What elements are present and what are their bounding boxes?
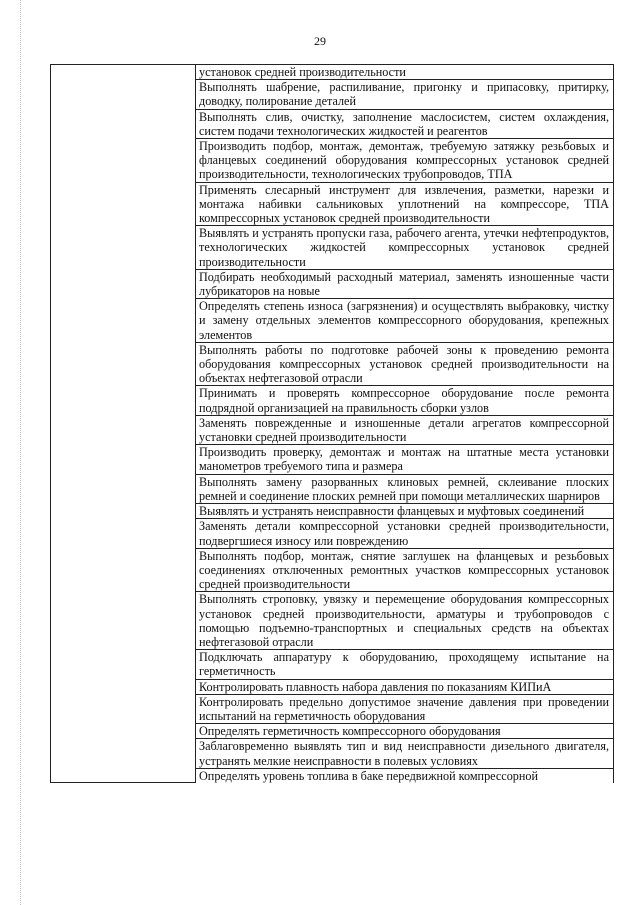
task-text: Определять уровень топлива в баке передвижной компрессорной — [199, 768, 539, 783]
task-text: Выполнять строповку, увязку и перемещение оборудования компрессорных установок средней производительности, арматуры и трубопроводов с помощью подъемно-транспортных и специальных средств на объектах нефтегазовой отрасли — [199, 592, 609, 649]
task-text: Подключать аппаратуру к оборудованию, проходящему испытание на герметичность — [199, 650, 609, 679]
task-cell — [196, 139, 614, 183]
task-text: Выполнять замену разорванных клиновых ремней, склеивание плоских ремней и соединение плоских ремней при помощи металлических шарниров — [199, 474, 609, 503]
task-cell — [196, 519, 614, 548]
task-cell — [196, 342, 614, 386]
requirements-table — [50, 64, 614, 783]
task-text: установок средней производительности — [199, 65, 406, 79]
task-text: Принимать и проверять компрессорное оборудование после ремонта подрядной организацией на правильность сборки узлов — [199, 386, 609, 415]
task-text: Выявлять и устранять пропуски газа, рабочего агента, утечки нефтепродуктов, технологических жидкостей компрессорных установок средней производительности — [199, 226, 609, 269]
task-cell — [196, 269, 614, 298]
task-cell — [196, 474, 614, 503]
task-text: Выполнять слив, очистку, заполнение маслосистем, систем охлаждения, систем подачи технологических жидкостей и реагентов — [199, 109, 609, 138]
task-cell — [196, 415, 614, 444]
task-cell — [196, 109, 614, 138]
task-text: Заменять поврежденные и изношенные детали агрегатов компрессорной установки средней производительности — [199, 415, 609, 445]
task-cell — [196, 386, 614, 415]
task-text: Подбирать необходимый расходный материал, заменять изношенные части лубрикаторов на новые — [199, 269, 609, 299]
task-cell — [196, 694, 614, 723]
task-cell — [196, 226, 614, 270]
task-text: Производить проверку, демонтаж и монтаж на штатные места установки манометров требуемого типа и размера — [199, 445, 609, 474]
task-cell — [196, 768, 614, 783]
task-cell — [196, 182, 614, 226]
task-text: Выявлять и устранять неисправности фланцевых и муфтовых соединений — [199, 504, 585, 519]
task-cell — [196, 592, 614, 650]
task-cell — [196, 80, 614, 109]
task-text: Применять слесарный инструмент для извлечения, разметки, нарезки и монтажа набивки сальниковых уплотнений на компрессоре, ТПА компрессорных установок средней производительности — [199, 182, 609, 226]
task-cell — [196, 299, 614, 343]
task-cell — [196, 724, 614, 739]
task-cell — [196, 548, 614, 592]
requirements-table-body — [51, 65, 614, 783]
task-cell — [196, 504, 614, 519]
task-text: Выполнять подбор, монтаж, снятие заглушек на фланцевых и резьбовых соединениях отключенных ремонтных участков компрессорных установок средней производительности — [199, 548, 609, 592]
task-cell — [196, 445, 614, 474]
task-text: Производить подбор, монтаж, демонтаж, требуемую затяжку резьбовых и фланцевых соединений оборудования компрессорных установок средней производительности, технологических трубопроводов, ТПА — [199, 139, 609, 182]
task-text: Заменять детали компрессорной установки средней производительности, подвергшиеся износу или повреждению — [199, 519, 609, 548]
task-text: Контролировать предельно допустимое значение давления при проведении испытаний на герметичность оборудования — [199, 694, 609, 723]
task-text: Определять герметичность компрессорного оборудования — [199, 724, 501, 739]
task-cell — [196, 739, 614, 768]
page-number: 29 — [314, 34, 326, 48]
scan-edge — [20, 0, 21, 905]
task-text: Выполнять шабрение, распиливание, пригонку и припасовку, притирку, доводку, полирование деталей — [199, 80, 609, 109]
task-cell — [196, 650, 614, 679]
task-text: Контролировать плавность набора давления по показаниям КИПиА — [199, 679, 552, 694]
task-text: Заблаговременно выявлять тип и вид неисправности дизельного двигателя, устранять мелкие неисправности в полевых условиях — [199, 739, 609, 768]
table-row — [51, 65, 614, 80]
task-text: Выполнять работы по подготовке рабочей зоны к проведению ремонта оборудования компрессорных установок средней производительности на объектах нефтегазовой отрасли — [199, 342, 609, 386]
left-column-cell — [51, 65, 196, 783]
task-text: Определять степень износа (загрязнения) и осуществлять выбраковку, чистку и замену отдельных элементов компрессорного оборудования, крепежных элементов — [199, 299, 609, 342]
task-cell — [196, 65, 614, 80]
task-cell — [196, 679, 614, 694]
